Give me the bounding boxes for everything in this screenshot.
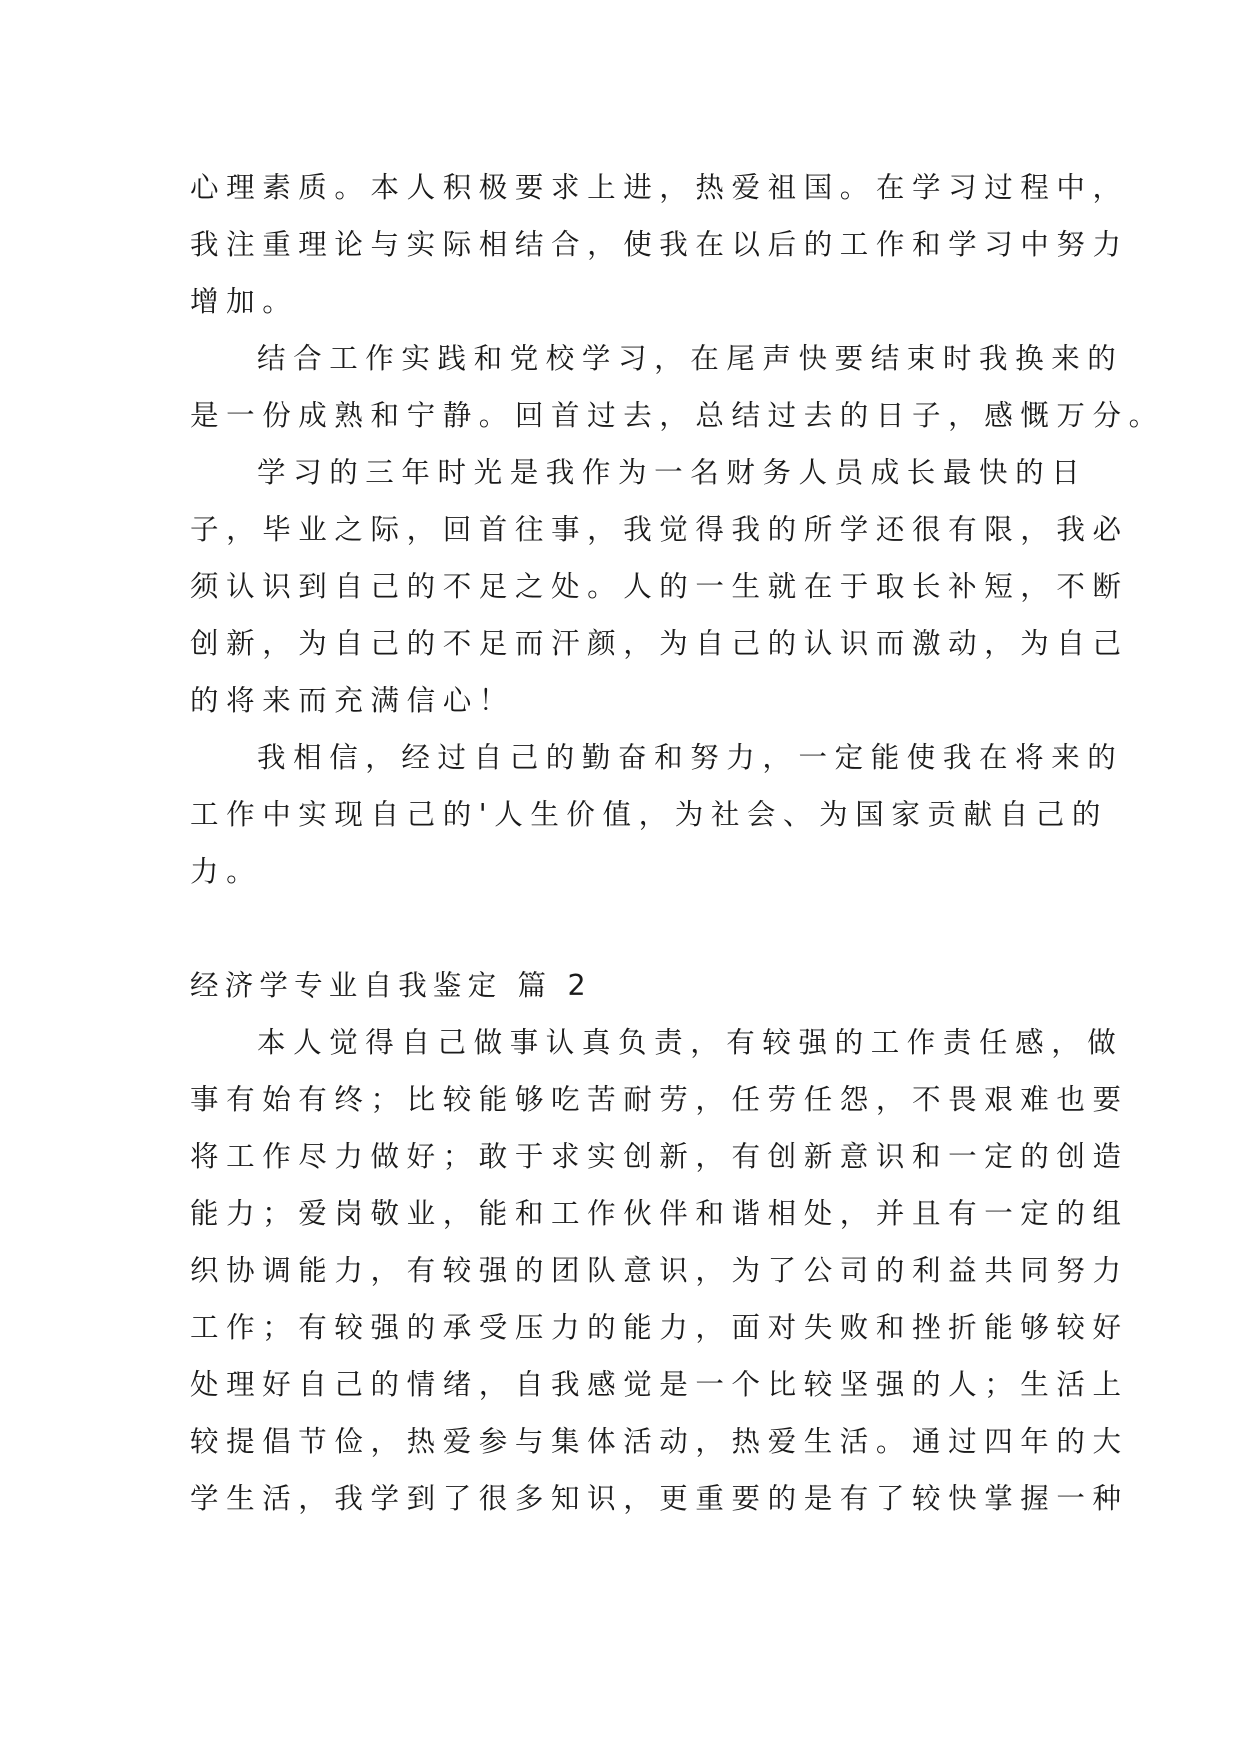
paragraph-start-line: 结合工作实践和党校学习，在尾声快要结束时我换来的	[257, 342, 1124, 375]
body-text-line: 的将来而充满信心！	[190, 684, 515, 717]
paragraph-start-line: 学习的三年时光是我作为一名财务人员成长最快的日	[257, 456, 1088, 489]
body-text-line: 事有始有终；比较能够吃苦耐劳，任劳任怨，不畏艰难也要	[190, 1083, 1129, 1116]
body-text-line: 创新，为自己的不足而汗颜，为自己的认识而激动，为自己	[190, 627, 1129, 660]
body-text-line: 增加。	[190, 285, 299, 318]
body-text-line: 我注重理论与实际相结合，使我在以后的工作和学习中努力	[190, 228, 1129, 261]
body-text-line: 工作中实现自己的'人生价值，为社会、为国家贡献自己的	[190, 798, 1108, 831]
section-heading: 经济学专业自我鉴定 篇 2	[190, 969, 592, 1002]
body-text-line: 须认识到自己的不足之处。人的一生就在于取长补短，不断	[190, 570, 1129, 603]
paragraph-start-line: 本人觉得自己做事认真负责，有较强的工作责任感，做	[257, 1026, 1124, 1059]
body-text-line: 将工作尽力做好；敢于求实创新，有创新意识和一定的创造	[190, 1140, 1129, 1173]
body-text-line: 织协调能力，有较强的团队意识，为了公司的利益共同努力	[190, 1254, 1129, 1287]
body-text-line: 子，毕业之际，回首往事，我觉得我的所学还很有限，我必	[190, 513, 1129, 546]
body-text-line: 力。	[190, 855, 263, 888]
body-text-line: 学生活，我学到了很多知识，更重要的是有了较快掌握一种	[190, 1482, 1129, 1515]
body-text-line: 是一份成熟和宁静。回首过去，总结过去的日子，感慨万分。	[190, 399, 1165, 432]
body-text-line: 能力；爱岗敬业，能和工作伙伴和谐相处，并且有一定的组	[190, 1197, 1129, 1230]
body-text-line: 心理素质。本人积极要求上进，热爱祖国。在学习过程中，	[190, 171, 1129, 204]
body-text-line: 工作；有较强的承受压力的能力，面对失败和挫折能够较好	[190, 1311, 1129, 1344]
body-text-line: 处理好自己的情绪，自我感觉是一个比较坚强的人；生活上	[190, 1368, 1129, 1401]
body-text-line: 较提倡节俭，热爱参与集体活动，热爱生活。通过四年的大	[190, 1425, 1129, 1458]
paragraph-start-line: 我相信，经过自己的勤奋和努力，一定能使我在将来的	[257, 741, 1124, 774]
